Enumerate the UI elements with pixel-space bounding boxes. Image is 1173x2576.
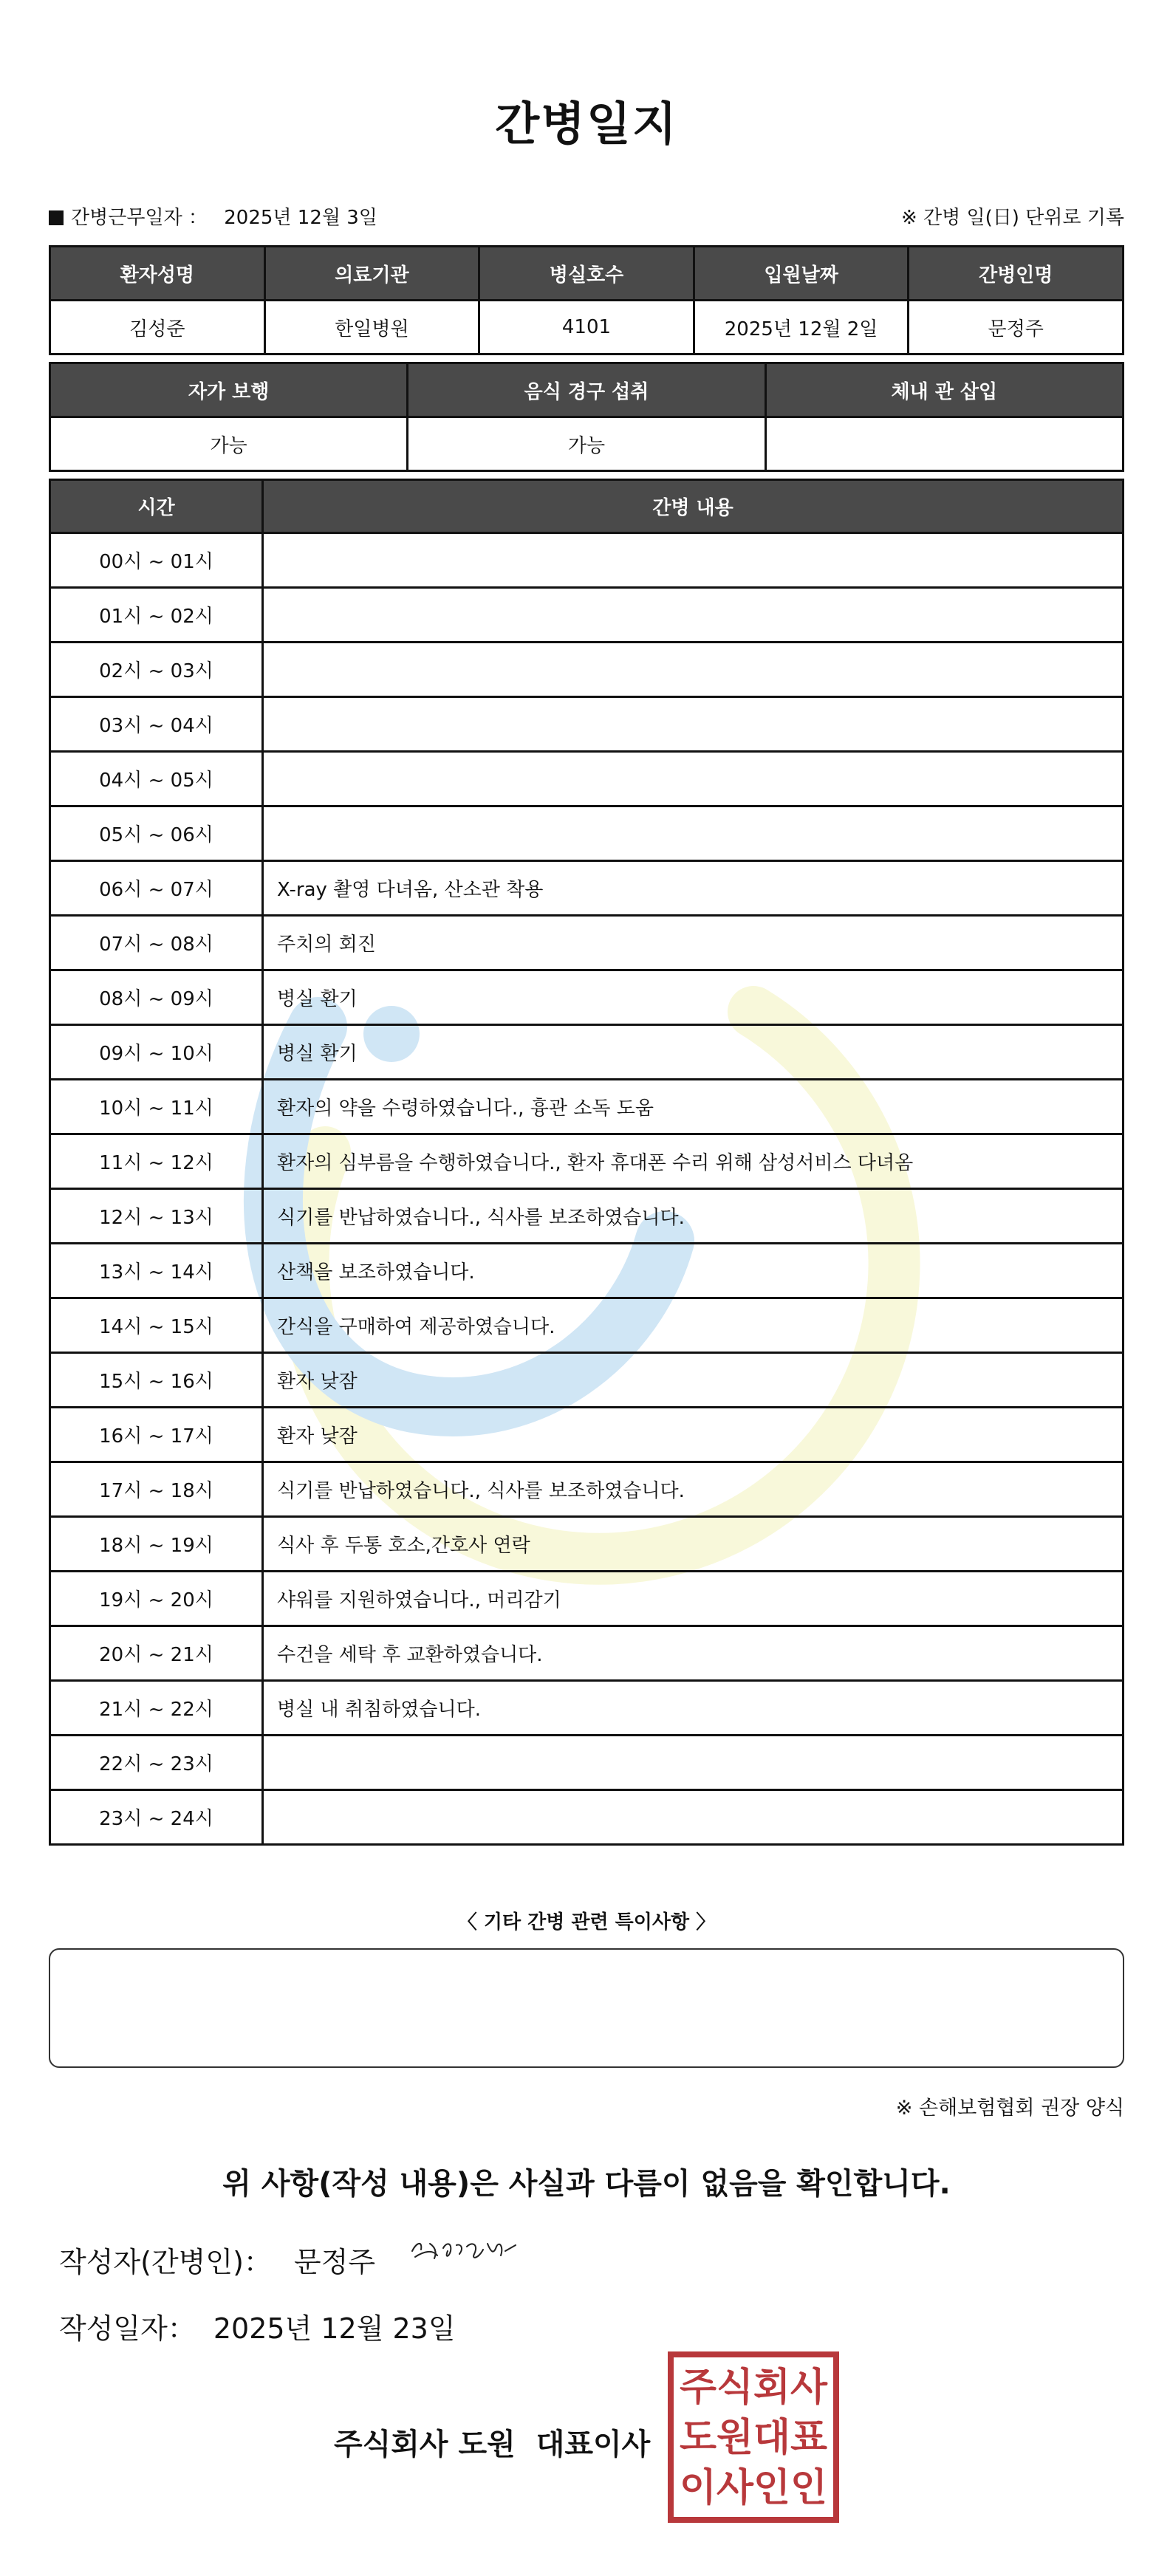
status-header-row [50,363,1124,417]
writer-line [59,2239,375,2280]
confirmation-statement: 위 사항(작성 내용)은 사실과 다름이 없음을 확인합니다. [222,2167,951,2201]
tube-insertion-value [765,417,1123,471]
log-time-cell: 09시 ~ 10시 [50,1025,263,1080]
table-row [50,533,1124,588]
table-row [50,588,1124,643]
written-date-label: 작성일자： [59,2312,196,2345]
table-row [50,1025,1124,1080]
written-date-value: 2025년 12월 23일 [213,2312,456,2345]
header-room-number: 병실호수 [479,247,694,301]
table-row [50,1626,1124,1681]
log-content-cell: 수건을 세탁 후 교환하였습니다. [263,1626,1124,1681]
written-date-line [59,2306,456,2346]
log-content-cell: 주치의 회진 [263,916,1124,970]
table-row [50,916,1124,970]
oral-intake-value: 가능 [408,417,765,471]
log-time-cell: 07시 ~ 08시 [50,916,263,970]
institution-value: 한일병원 [264,301,479,354]
remarks-title: 〈 기타 간병 관련 특이사항 〉 [457,1911,716,1933]
page-title: 간병일지 [495,97,678,151]
log-time-cell: 13시 ~ 14시 [50,1244,263,1298]
log-time-cell: 15시 ~ 16시 [50,1353,263,1408]
log-content-cell [263,643,1124,697]
log-content-cell: 병실 내 취침하였습니다. [263,1681,1124,1736]
log-content-cell: 환자 낮잠 [263,1353,1124,1408]
header-self-walking: 자가 보행 [50,363,408,417]
table-row [50,1134,1124,1189]
table-row [50,861,1124,916]
log-time-cell: 12시 ~ 13시 [50,1189,263,1244]
care-log-table [49,479,1124,1846]
header-care-content: 간병 내용 [263,480,1124,533]
log-content-cell [263,533,1124,588]
company-line [334,2421,650,2463]
log-content-cell: 병실 환기 [263,970,1124,1025]
table-row [50,1572,1124,1626]
log-time-cell: 14시 ~ 15시 [50,1298,263,1353]
log-content-cell [263,588,1124,643]
log-time-cell: 01시 ~ 02시 [50,588,263,643]
log-content-cell: 식사 후 두통 호소,간호사 연락 [263,1517,1124,1572]
log-time-cell: 05시 ~ 06시 [50,806,263,861]
log-time-cell: 08시 ~ 09시 [50,970,263,1025]
table-row [50,806,1124,861]
log-time-cell: 00시 ~ 01시 [50,533,263,588]
table-row [50,1353,1124,1408]
log-content-cell [263,1790,1124,1845]
log-time-cell: 11시 ~ 12시 [50,1134,263,1189]
patient-name-value: 김성준 [50,301,265,354]
table-row [50,1298,1124,1353]
table-row [50,1408,1124,1462]
log-time-cell: 02시 ~ 03시 [50,643,263,697]
log-time-cell: 18시 ~ 19시 [50,1517,263,1572]
log-content-cell: 환자 낮잠 [263,1408,1124,1462]
self-walking-value: 가능 [50,417,408,471]
log-content-cell [263,1736,1124,1790]
record-note: ※ 간병 일(日) 단위로 기록 [900,207,1124,229]
log-content-cell: X-ray 촬영 다녀옴, 산소관 착용 [263,861,1124,916]
log-time-cell: 06시 ~ 07시 [50,861,263,916]
log-time-cell: 10시 ~ 11시 [50,1080,263,1134]
table-row [50,1462,1124,1517]
log-header-row [50,480,1124,533]
seal-text-line: 이사인인 [680,2466,827,2510]
log-time-cell: 22시 ~ 23시 [50,1736,263,1790]
table-row [50,1080,1124,1134]
log-content-cell: 환자의 약을 수령하였습니다., 흉관 소독 도움 [263,1080,1124,1134]
table-row [50,970,1124,1025]
log-content-cell: 식기를 반납하였습니다., 식사를 보조하였습니다. [263,1189,1124,1244]
table-row [50,1189,1124,1244]
square-bullet-icon [49,210,64,225]
writer-label: 작성자(간병인)： [59,2246,272,2278]
log-content-cell: 간식을 구매하여 제공하였습니다. [263,1298,1124,1353]
header-time: 시간 [50,480,263,533]
status-value-row [50,417,1124,471]
table-row [50,1681,1124,1736]
header-admission-date: 입원날짜 [694,247,909,301]
header-tube-insertion: 체내 관 삽입 [765,363,1123,417]
caregiver-name-value: 문정주 [909,301,1124,354]
log-time-cell: 03시 ~ 04시 [50,697,263,752]
company-seal-stamp [668,2351,839,2523]
log-content-cell [263,697,1124,752]
admission-date-value: 2025년 12월 2일 [694,301,909,354]
patient-header-row [50,247,1124,301]
table-row [50,643,1124,697]
log-content-cell: 산책을 보조하였습니다. [263,1244,1124,1298]
log-content-cell: 샤워를 지원하였습니다., 머리감기 [263,1572,1124,1626]
log-time-cell: 17시 ~ 18시 [50,1462,263,1517]
header-caregiver-name: 간병인명 [909,247,1124,301]
table-row [50,1244,1124,1298]
log-content-cell [263,752,1124,806]
log-content-cell [263,806,1124,861]
header-oral-intake: 음식 경구 섭취 [408,363,765,417]
log-time-cell: 20시 ~ 21시 [50,1626,263,1681]
log-content-cell: 환자의 심부름을 수행하였습니다., 환자 휴대폰 수리 위해 삼성서비스 다녀옴 [263,1134,1124,1189]
table-row [50,1790,1124,1845]
header-patient-name: 환자성명 [50,247,265,301]
patient-status-table [49,362,1124,472]
log-time-cell: 19시 ~ 20시 [50,1572,263,1626]
seal-text-line: 주식회사 [680,2366,828,2410]
table-row [50,1736,1124,1790]
log-time-cell: 04시 ~ 05시 [50,752,263,806]
log-time-cell: 21시 ~ 22시 [50,1681,263,1736]
remarks-box [49,1948,1124,2068]
seal-text-line: 도원대표 [680,2416,827,2460]
table-row [50,697,1124,752]
recommend-note: ※ 손해보험협회 권장 양식 [895,2097,1124,2120]
work-date-label: 간병근무일자 ： [71,207,208,229]
table-row [50,752,1124,806]
table-row [50,1517,1124,1572]
work-date-value: 2025년 12월 3일 [224,207,377,229]
handwritten-signature [408,2229,519,2273]
writer-name: 문정주 [293,2246,376,2278]
work-date [49,202,377,230]
company-name: 주식회사 도원 [334,2428,516,2462]
header-institution: 의료기관 [264,247,479,301]
patient-value-row [50,301,1124,354]
log-content-cell: 식기를 반납하였습니다., 식사를 보조하였습니다. [263,1462,1124,1517]
log-time-cell: 23시 ~ 24시 [50,1790,263,1845]
room-number-value: 4101 [479,301,694,354]
patient-info-table [49,245,1124,355]
log-time-cell: 16시 ~ 17시 [50,1408,263,1462]
log-content-cell: 병실 환기 [263,1025,1124,1080]
company-representative: 대표이사 [536,2428,651,2462]
